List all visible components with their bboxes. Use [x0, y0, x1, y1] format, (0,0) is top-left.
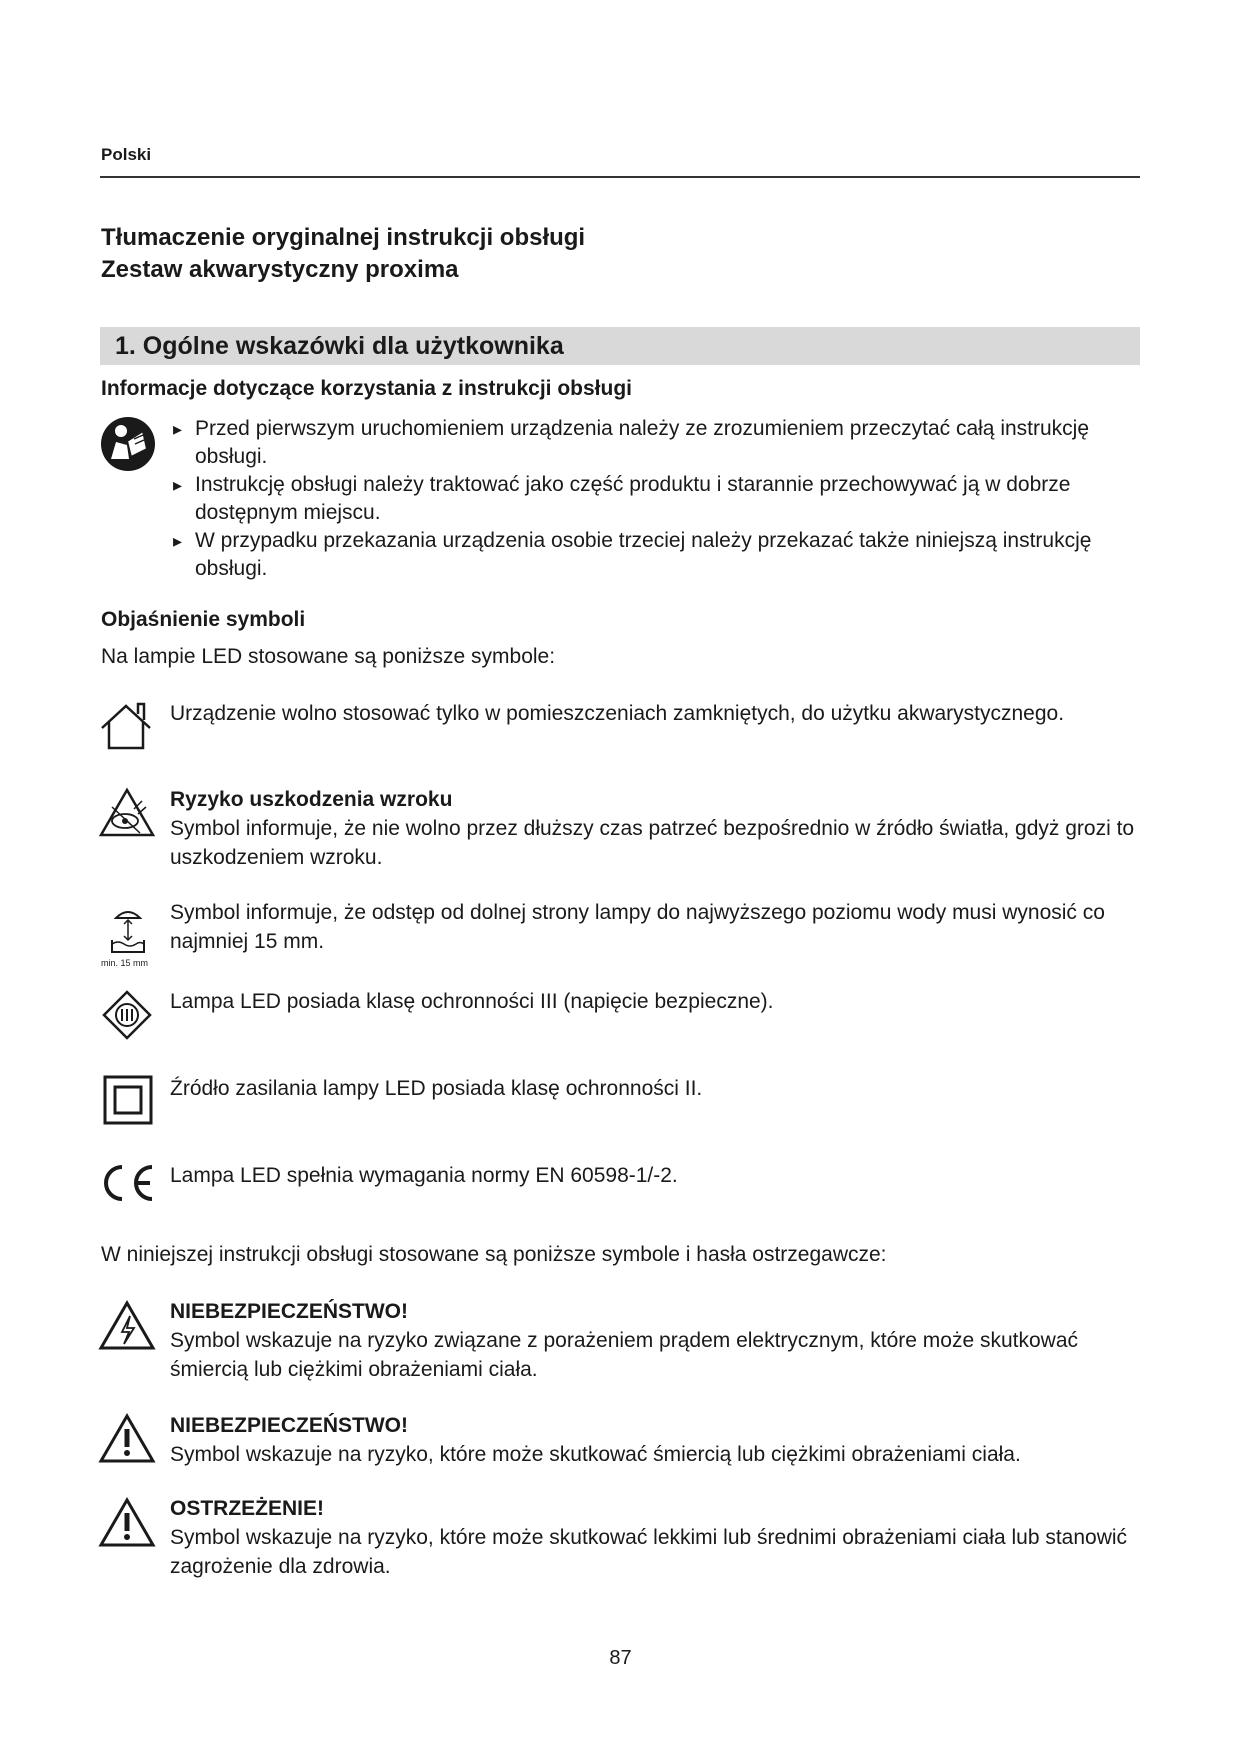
- warning-item-danger: [170, 1411, 1140, 1469]
- warning-item-caution: [170, 1494, 1140, 1581]
- warning-text: Symbol wskazuje na ryzyko, które może skutkować śmiercią lub ciężkimi obrażeniami ciała.: [170, 1443, 1021, 1466]
- usage-bullet: ▸ Przed pierwszym uruchomieniem urządzenia należy ze zrozumieniem przeczytać całą instrukcję obsługi.: [173, 415, 1133, 471]
- symbols-heading: Objaśnienie symboli: [101, 608, 306, 631]
- symbol-text: Symbol informuje, że nie wolno przez dłuższy czas patrzeć bezpośrednio w źródło światła, gdyż grozi to uszkodzeniem wzroku.: [170, 817, 1135, 869]
- min-distance-label: min. 15 mm: [101, 958, 149, 968]
- symbol-item-min-distance: [170, 898, 1140, 956]
- symbols-intro: Na lampie LED stosowane są poniższe symbole:: [101, 645, 556, 668]
- symbol-item-indoor: [170, 699, 1140, 728]
- page-number: 87: [609, 1647, 632, 1669]
- usage-bullet: ▸ W przypadku przekazania urządzenia osobie trzeciej należy przekazać także niniejszą instrukcję obsługi.: [173, 527, 1133, 583]
- caution-warning-icon: [98, 1497, 156, 1549]
- indoor-house-icon: [98, 700, 154, 752]
- symbol-text: Źródło zasilania lampy LED posiada klasę ochronności II.: [170, 1077, 703, 1100]
- usage-info-heading: Informacje dotyczące korzystania z instrukcji obsługi: [101, 377, 632, 400]
- danger-warning-icon: [98, 1413, 156, 1465]
- warning-text: Symbol wskazuje na ryzyko, które może skutkować lekkimi lub średnimi obrażeniami ciała lub stanowić zagrożenie dla zdrowia.: [170, 1526, 1128, 1578]
- protection-class-2-icon: [103, 1075, 153, 1125]
- protection-class-3-icon: [102, 990, 152, 1040]
- symbol-item-ce: [170, 1161, 1140, 1190]
- symbol-text: Lampa LED spełnia wymagania normy EN 60598-1/-2.: [170, 1164, 678, 1187]
- warning-title: OSTRZEŻENIE!: [170, 1497, 325, 1520]
- symbol-item-eye-hazard: [170, 785, 1140, 872]
- warning-title: NIEBEZPIECZEŃSTWO!: [170, 1414, 409, 1437]
- header-rule: [100, 176, 1140, 178]
- read-manual-icon: [99, 415, 157, 473]
- usage-bullet-list: [173, 415, 1133, 583]
- title-line-2: Zestaw akwarystyczny proxima: [101, 256, 459, 283]
- eye-hazard-icon: [98, 787, 156, 839]
- symbol-item-class-2: [170, 1074, 1140, 1103]
- symbol-title: Ryzyko uszkodzenia wzroku: [170, 788, 453, 811]
- warning-text: Symbol wskazuje na ryzyko związane z porażeniem prądem elektrycznym, które może skutkować śmiercią lub ciężkimi obrażeniami ciała.: [170, 1329, 1079, 1381]
- warning-item-electric: [170, 1297, 1140, 1384]
- section-heading-bar: [100, 327, 1140, 365]
- language-label: Polski: [101, 145, 152, 164]
- warning-title: NIEBEZPIECZEŃSTWO!: [170, 1300, 409, 1323]
- warnings-intro: W niniejszej instrukcji obsługi stosowane są poniższe symbole i hasła ostrzegawcze:: [101, 1243, 887, 1266]
- title-line-1: Tłumaczenie oryginalnej instrukcji obsługi: [101, 224, 586, 251]
- usage-bullet: ▸ Instrukcję obsługi należy traktować jako część produktu i starannie przechowywać ją w dobrze dostępnym miejscu.: [173, 471, 1133, 527]
- min-distance-icon: [108, 906, 148, 958]
- section-heading: 1. Ogólne wskazówki dla użytkownika: [115, 332, 564, 360]
- document-title: [101, 222, 585, 286]
- ce-mark-icon: [102, 1163, 156, 1203]
- symbol-text: Urządzenie wolno stosować tylko w pomieszczeniach zamkniętych, do użytku akwarystycznego.: [170, 702, 1065, 725]
- symbol-text: Symbol informuje, że odstęp od dolnej strony lampy do najwyższego poziomu wody musi wynosić co najmniej 15 mm.: [170, 901, 1105, 953]
- electric-hazard-icon: [98, 1300, 156, 1352]
- symbol-text: Lampa LED posiada klasę ochronności III (napięcie bezpieczne).: [170, 990, 774, 1013]
- symbol-item-class-3: [170, 987, 1140, 1016]
